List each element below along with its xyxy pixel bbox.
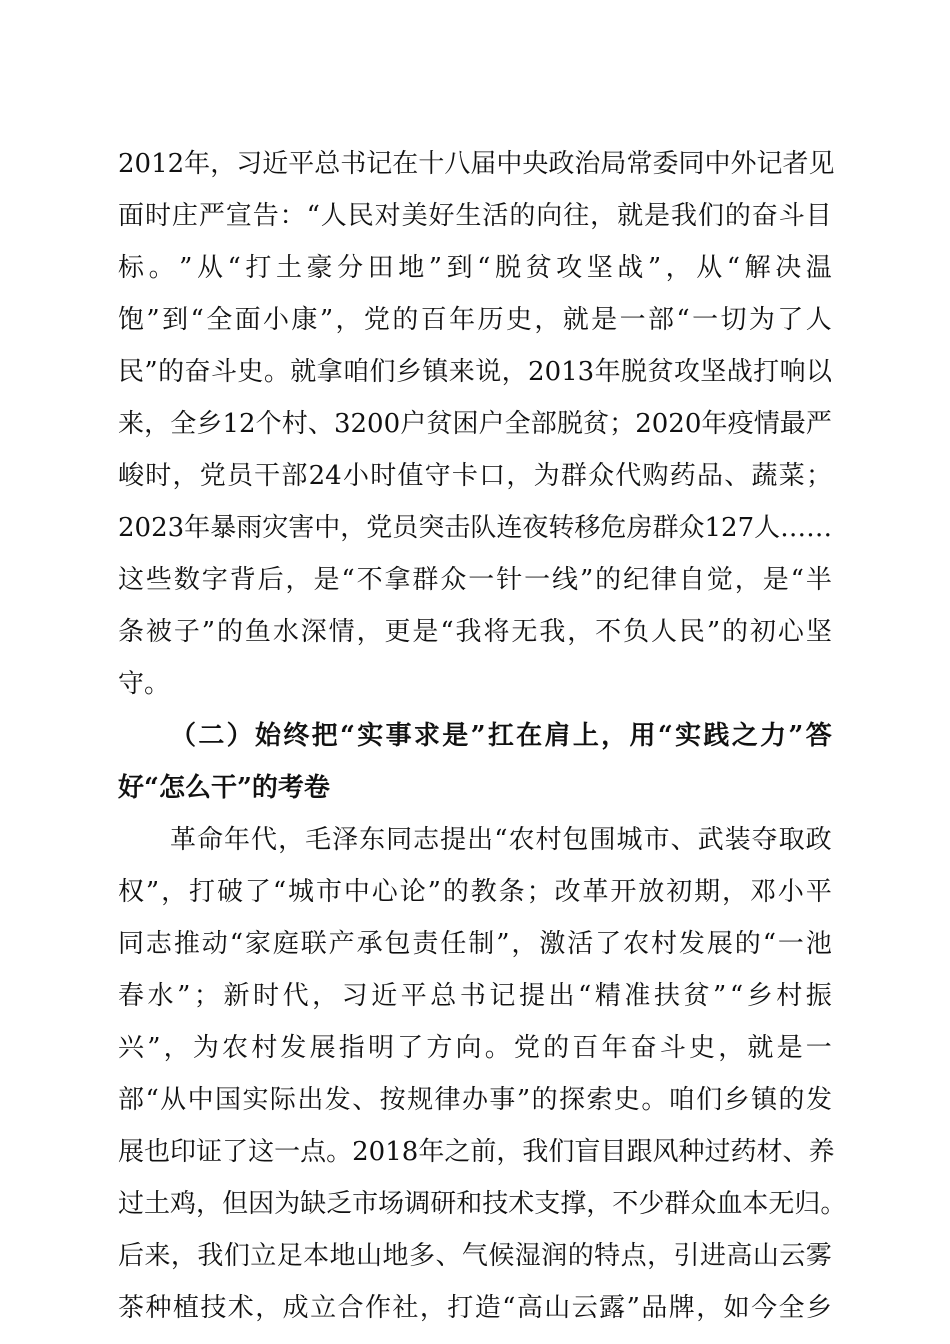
paragraph-1-line: 这 些 数 字 背 后 ， 是 “ 不 拿 群 众 一 针 一 线 ” 的 纪 律 自 觉 ， 是 “ 半 xyxy=(118,565,832,595)
paragraph-2-line: 过 土 鸡 ， 但 因 为 缺 乏 市 场 调 研 和 技 术 支 撑 ， 不 少 群 众 血 本 无 归 。 xyxy=(118,1189,847,1219)
section-heading-line: （ 二 ） 始 终 把 “ 实 事 求 是 ” 扛 在 肩 上 ， 用 “ 实 践 之 力 ” 答 xyxy=(170,721,832,751)
paragraph-1-line: 饱 ” 到 “ 全 面 小 康 ” ， 党 的 百 年 历 史 ， 就 是 一 部 “ 一 切 为 了 人 xyxy=(118,305,832,335)
paragraph-1-line: 2023 年 暴 雨 灾 害 中 ， 党 员 突 击 队 连 夜 转 移 危 房 群 众 127 人 … … xyxy=(118,513,833,543)
paragraph-2-line: 后 来 ， 我 们 立 足 本 地 山 地 多 、 气 候 湿 润 的 特 点 ， 引 进 高 山 云 雾 xyxy=(118,1241,832,1271)
paragraph-1-line: 峻 时 ， 党 员 干 部 24 小 时 值 守 卡 口 ， 为 群 众 代 购 药 品 、 蔬 菜 ； xyxy=(118,461,832,491)
paragraph-2-line: 权 ” ， 打 破 了 “ 城 市 中 心 论 ” 的 教 条 ； 改 革 开 放 初 期 ， 邓 小 平 xyxy=(118,877,832,907)
paragraph-1-line: 标 。 ” 从 “ 打 土 豪 分 田 地 ” 到 “ 脱 贫 攻 坚 战 ” ， 从 “ 解 决 温 xyxy=(118,253,832,283)
paragraph-1-line: 民 ” 的 奋 斗 史 。 就 拿 咱 们 乡 镇 来 说 ， 2013 年 脱 贫 攻 坚 战 打 响 以 xyxy=(118,357,832,387)
paragraph-2-line: 兴 ” ， 为 农 村 发 展 指 明 了 方 向 。 党 的 百 年 奋 斗 史 ， 就 是 一 xyxy=(118,1033,832,1063)
paragraph-2-line: 革 命 年 代 ， 毛 泽 东 同 志 提 出 “ 农 村 包 围 城 市 、 武 装 夺 取 政 xyxy=(170,825,832,855)
document-body xyxy=(118,138,847,1334)
paragraph-1-line: 来 ， 全 乡 12 个 村 、 3200 户 贫 困 户 全 部 脱 贫 ； 2020 年 疫 情 最 严 xyxy=(118,409,832,439)
paragraph-1-line: 面 时 庄 严 宣 告 ： “ 人 民 对 美 好 生 活 的 向 往 ， 就 是 我 们 的 奋 斗 目 xyxy=(118,201,832,231)
paragraph-2-line: 春 水 ” ； 新 时 代 ， 习 近 平 总 书 记 提 出 “ 精 准 扶 贫 ” “ 乡 村 振 xyxy=(118,981,832,1011)
paragraph-1-line: 条 被 子 ” 的 鱼 水 深 情 ， 更 是 “ 我 将 无 我 ， 不 负 人 民 ” 的 初 心 坚 xyxy=(118,617,832,647)
paragraph-1-line: 守。 xyxy=(118,669,171,699)
paragraph-2-line: 同 志 推 动 “ 家 庭 联 产 承 包 责 任 制 ” ， 激 活 了 农 村 发 展 的 “ 一 池 xyxy=(118,929,832,959)
paragraph-1-line: 2012 年 ， 习 近 平 总 书 记 在 十 八 届 中 央 政 治 局 常 委 同 中 外 记 者 见 xyxy=(118,149,835,179)
section-heading-line: 好“怎么干”的考卷 xyxy=(118,773,330,803)
paragraph-2-line: 部 “ 从 中 国 实 际 出 发 、 按 规 律 办 事 ” 的 探 索 史 。 咱 们 乡 镇 的 发 xyxy=(118,1085,832,1115)
paragraph-2-line: 展 也 印 证 了 这 一 点 。 2018 年 之 前 ， 我 们 盲 目 跟 风 种 过 药 材 、 养 xyxy=(118,1137,835,1167)
paragraph-2-line: 茶 种 植 技 术 ， 成 立 合 作 社 ， 打 造 “ 高 山 云 露 ” 品 牌 ， 如 今 全 乡 xyxy=(118,1293,832,1323)
